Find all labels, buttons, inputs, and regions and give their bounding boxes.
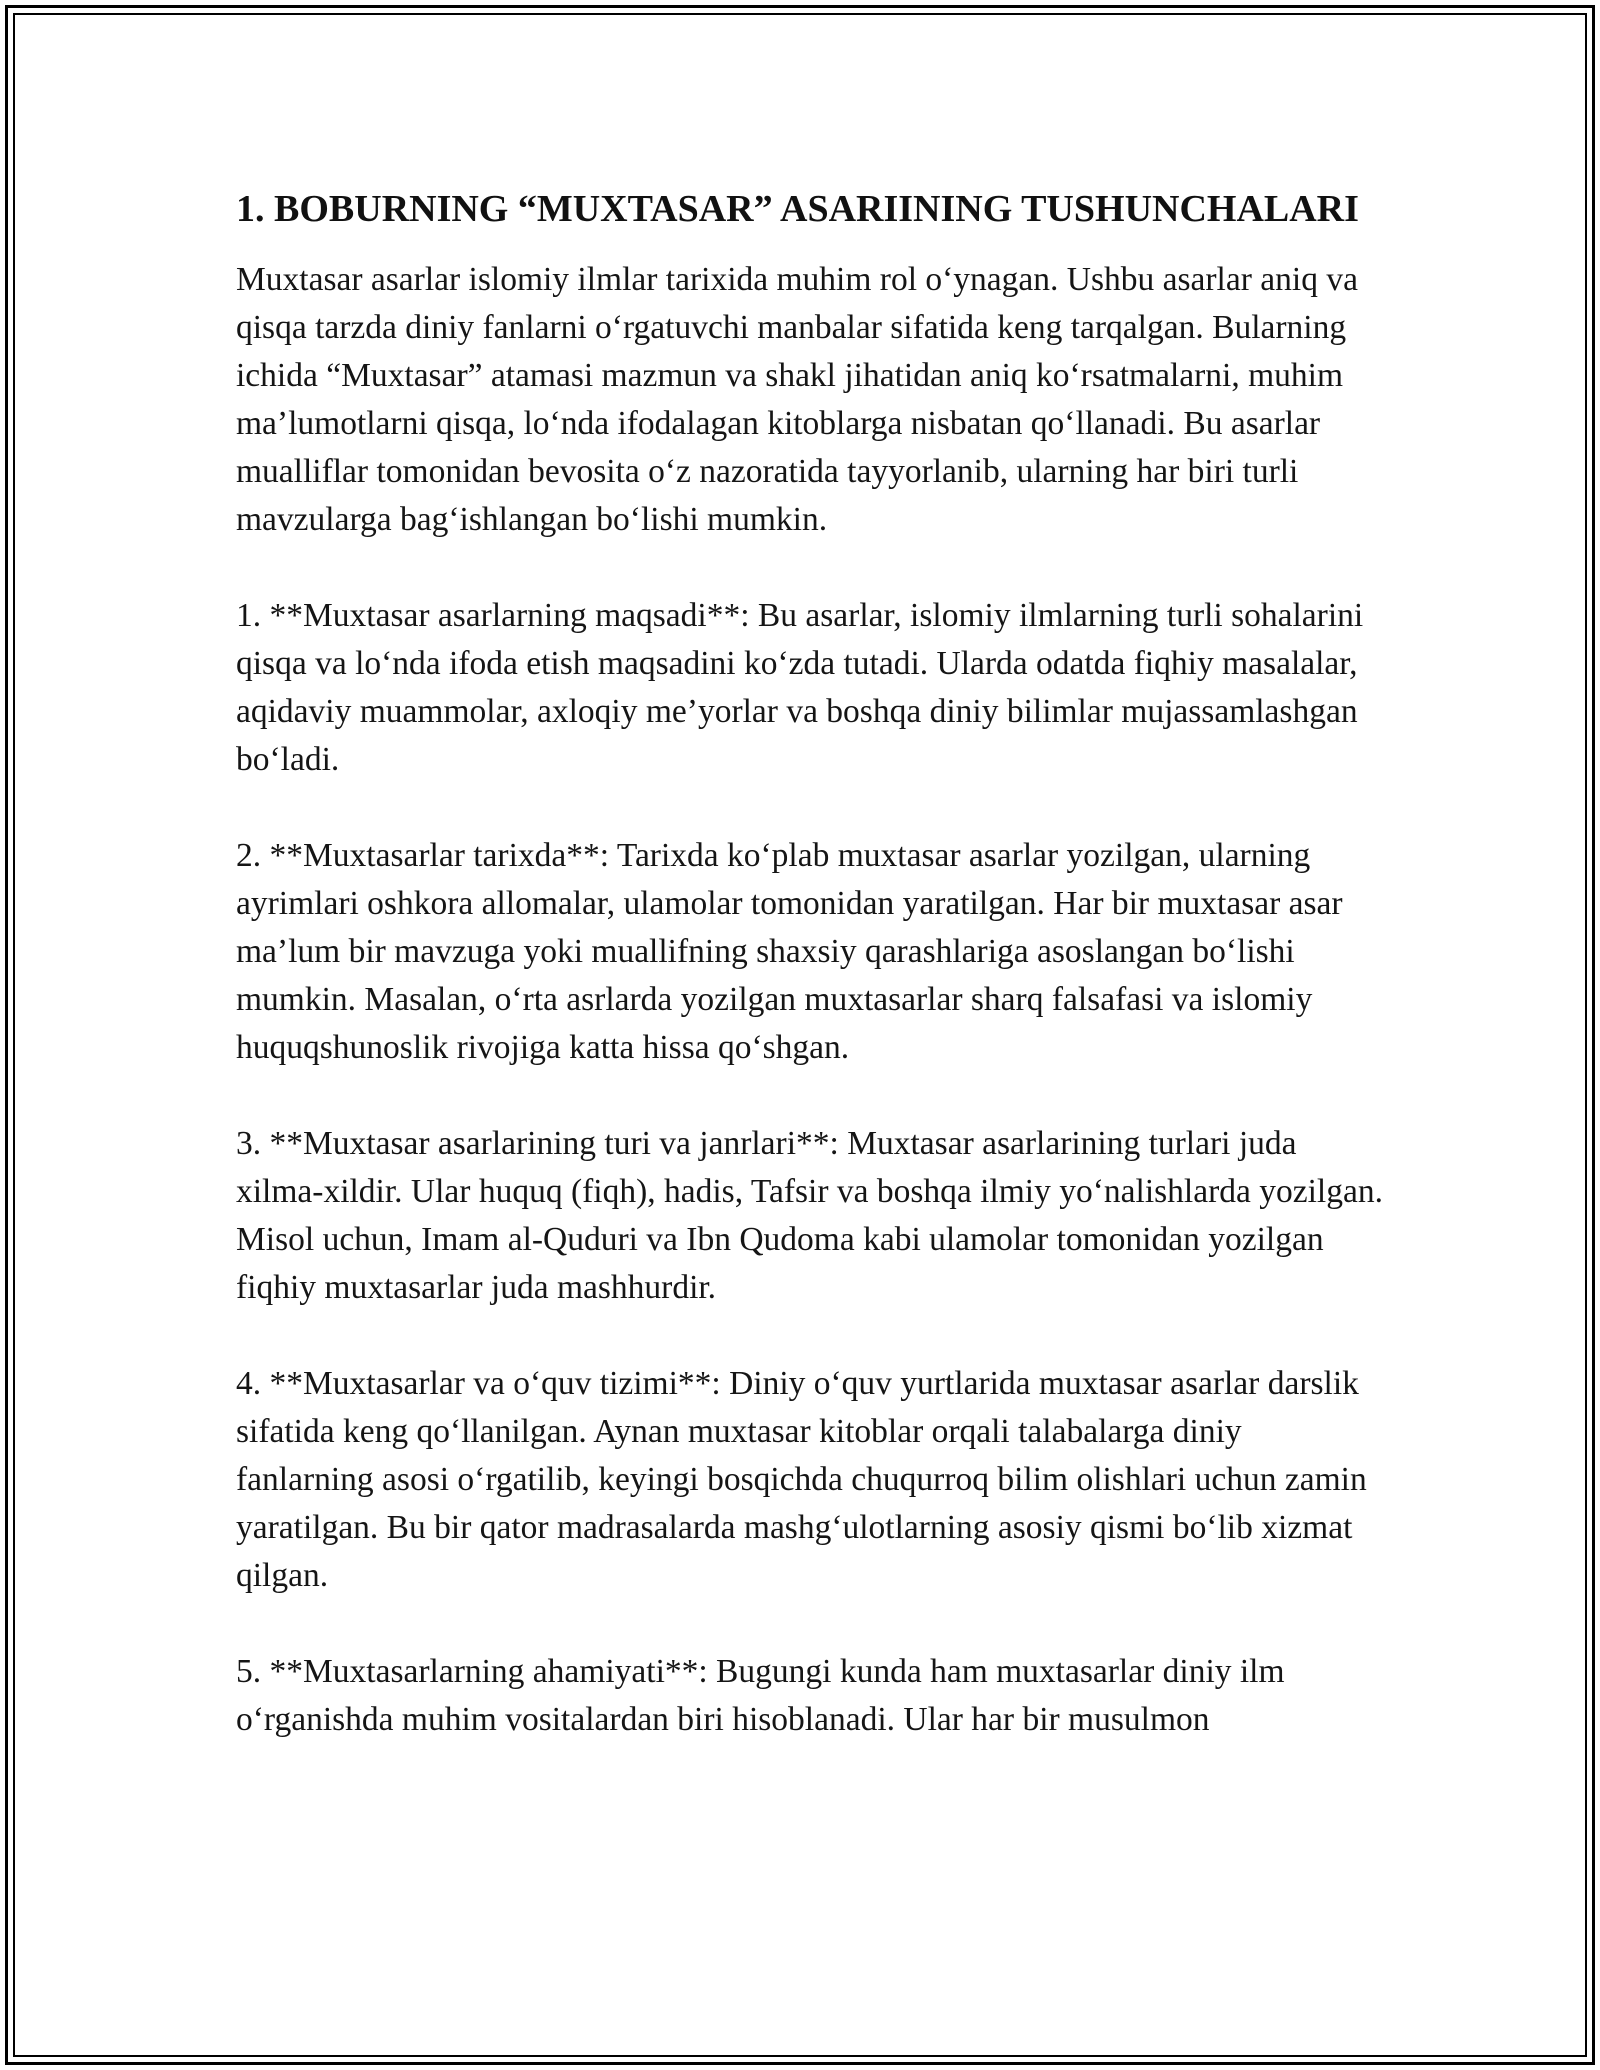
document-body	[236, 185, 1386, 1744]
paragraph-item-1: 1. **Muxtasar asarlarning maqsadi**: Bu asarlar, islomiy ilmlarning turli sohalarini qisqa va lo‘nda ifoda etish maqsadini ko‘zda tutadi. Ularda odatda fiqhiy masalalar, aqidaviy muammolar, axloqiy me’yorlar va boshqa diniy bilimlar mujassamlashgan bo‘ladi.	[236, 596, 1364, 778]
paragraph-item-3: 3. **Muxtasar asarlarining turi va janrlari**: Muxtasar asarlarining turlari juda xilma-xildir. Ular huquq (fiqh), hadis, Tafsir va boshqa ilmiy yo‘nalishlarda yozilgan. Misol uchun, Imam al-Quduri va Ibn Qudoma kabi ulamolar tomonidan yozilgan fiqhiy muxtasarlar juda mashhurdir.	[236, 1124, 1383, 1306]
document-title: 1. BOBURNING “MUXTASAR” ASARIINING TUSHUNCHALARI	[236, 188, 1359, 230]
paragraph-item-5: 5. **Muxtasarlarning ahamiyati**: Bugungi kunda ham muxtasarlar diniy ilm o‘rganishda muhim vositalardan biri hisoblanadi. Ular har bir musulmon	[236, 1652, 1285, 1738]
paragraph-item-4: 4. **Muxtasarlar va o‘quv tizimi**: Diniy o‘quv yurtlarida muxtasar asarlar darslik sifatida keng qo‘llanilgan. Aynan muxtasar kitoblar orqali talabalarga diniy fanlarning asosi o‘rgatilib, keyingi bosqichda chuqurroq bilim olishlari uchun zamin yaratilgan. Bu bir qator madrasalarda mashg‘ulotlarning asosiy qismi bo‘lib xizmat qilgan.	[236, 1364, 1367, 1594]
paragraph-item-2: 2. **Muxtasarlar tarixda**: Tarixda ko‘plab muxtasar asarlar yozilgan, ularning ayrimlari oshkora allomalar, ulamolar tomonidan yaratilgan. Har bir muxtasar asar ma’lum bir mavzuga yoki muallifning shaxsiy qarashlariga asoslangan bo‘lishi mumkin. Masalan, o‘rta asrlarda yozilgan muxtasarlar sharq falsafasi va islomiy huquqshunoslik rivojiga katta hissa qo‘shgan.	[236, 836, 1343, 1066]
paragraph-intro: Muxtasar asarlar islomiy ilmlar tarixida muhim rol o‘ynagan. Ushbu asarlar aniq va qisqa tarzda diniy fanlarni o‘rgatuvchi manbalar sifatida keng tarqalgan. Bularning ichida “Muxtasar” atamasi mazmun va shakl jihatidan aniq ko‘rsatmalarni, muhim ma’lumotlarni qisqa, lo‘nda ifodalagan kitoblarga nisbatan qo‘llanadi. Bu asarlar mualliflar tomonidan bevosita o‘z nazoratida tayyorlanib, ularning har biri turli mavzularga bag‘ishlangan bo‘lishi mumkin.	[236, 260, 1358, 538]
